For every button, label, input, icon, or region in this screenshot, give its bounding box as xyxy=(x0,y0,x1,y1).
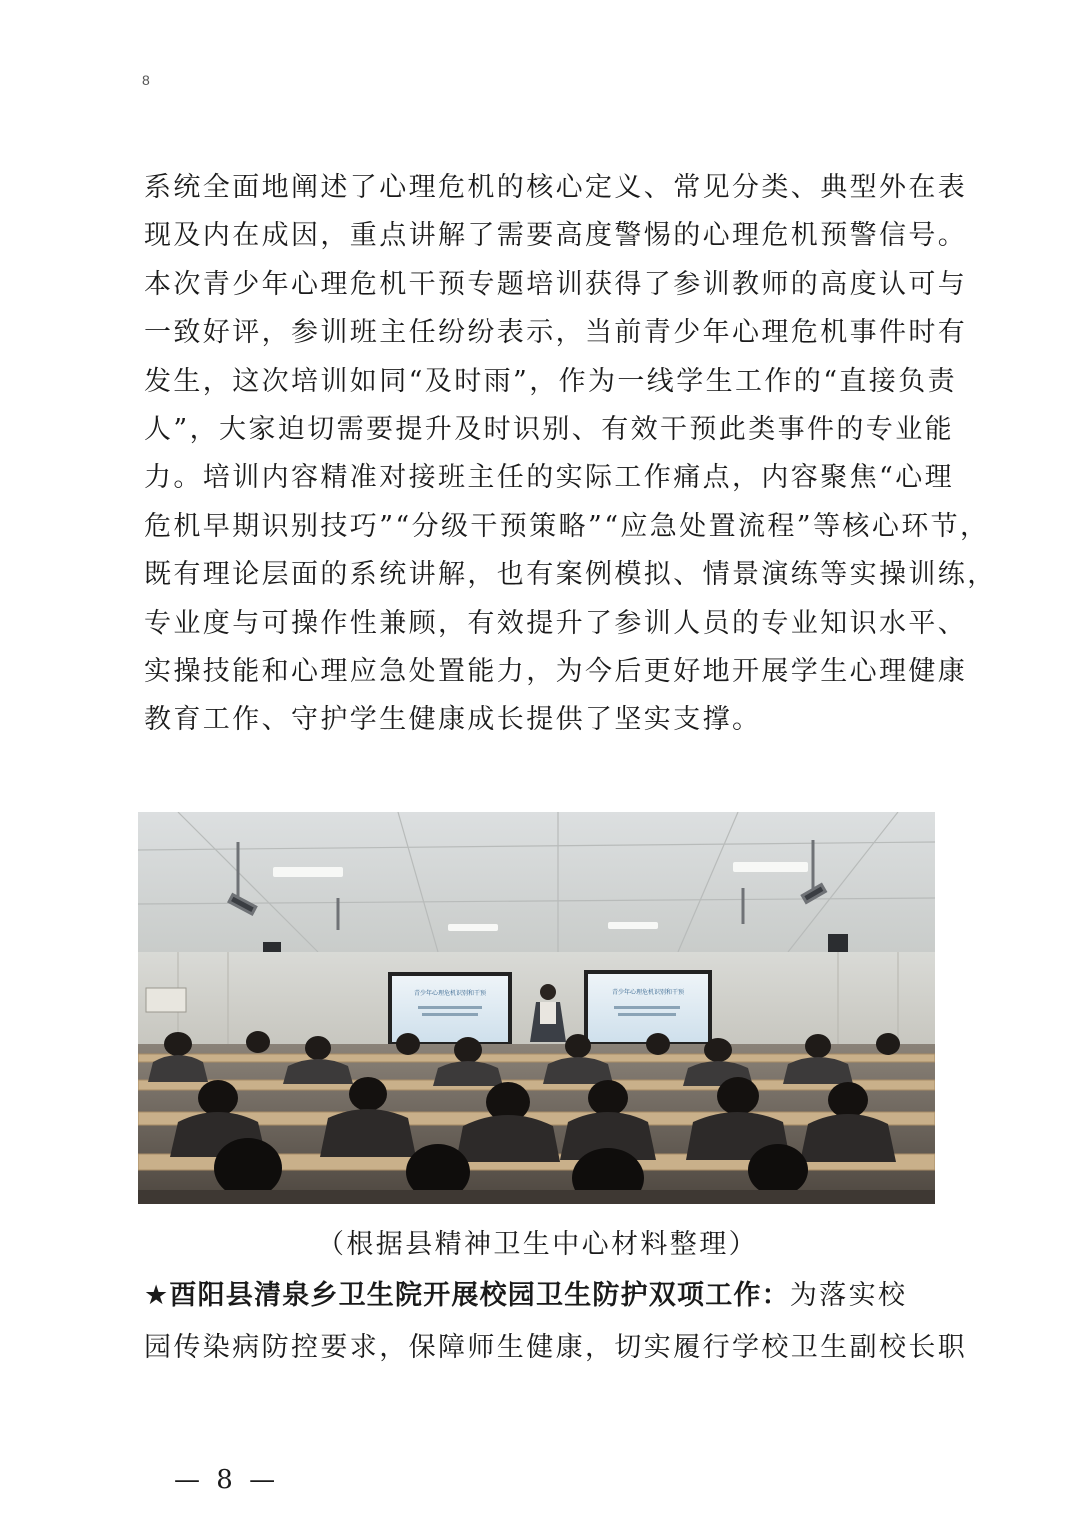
screen-title-right: 青少年心理危机识别和干预 xyxy=(611,989,685,996)
paragraph-line: 实操技能和心理应急处置能力，为今后更好地开展学生心理健康 xyxy=(144,656,968,688)
body-paragraph xyxy=(144,164,997,745)
training-session-photo xyxy=(138,812,935,1204)
paragraph-line: 人”，大家迫切需要提升及时识别、有效干预此类事件的专业能 xyxy=(144,414,955,446)
paragraph-line: 危机早期识别技巧”“分级干预策略”“应急处置流程”等核心环节， xyxy=(144,510,990,542)
paragraph-line: 既有理论层面的系统讲解，也有案例模拟、情景演练等实操训练， xyxy=(144,559,997,591)
paragraph-line: 系统全面地阐述了心理危机的核心定义、常见分类、典型外在表 xyxy=(144,172,968,203)
paragraph-line: 专业度与可操作性兼顾，有效提升了参训人员的专业知识水平、 xyxy=(144,607,968,639)
paragraph-line: 教育工作、守护学生健康成长提供了坚实支撑。 xyxy=(144,704,762,736)
paragraph-line: 发生，这次培训如同“及时雨”，作为一线学生工作的“直接负责 xyxy=(144,365,958,397)
section-line: 园传染病防控要求，保障师生健康，切实履行学校卫生副校长职 xyxy=(144,1332,968,1363)
screen-title-left: 青少年心理危机识别和干预 xyxy=(413,990,487,997)
photo-caption: （根据县精神卫生中心材料整理） xyxy=(317,1229,758,1260)
section-heading: ★酉阳县清泉乡卫生院开展校园卫生防护双项工作： xyxy=(144,1280,790,1311)
paragraph-line: 一致好评，参训班主任纷纷表示，当前青少年心理危机事件时有 xyxy=(144,317,968,349)
paragraph-line: 力。培训内容精准对接班主任的实际工作痛点，内容聚焦“心理 xyxy=(144,462,955,494)
page-number-header: 8 xyxy=(142,72,150,88)
section-first-line xyxy=(144,1270,944,1322)
paragraph-line: 现及内在成因，重点讲解了需要高度警惕的心理危机预警信号。 xyxy=(144,220,968,252)
section-text: 为落实校 xyxy=(789,1280,908,1311)
page-number-footer: — 8 — xyxy=(174,1465,280,1495)
news-section xyxy=(144,1270,968,1374)
paragraph-line: 本次青少年心理危机干预专题培训获得了参训教师的高度认可与 xyxy=(144,268,968,300)
